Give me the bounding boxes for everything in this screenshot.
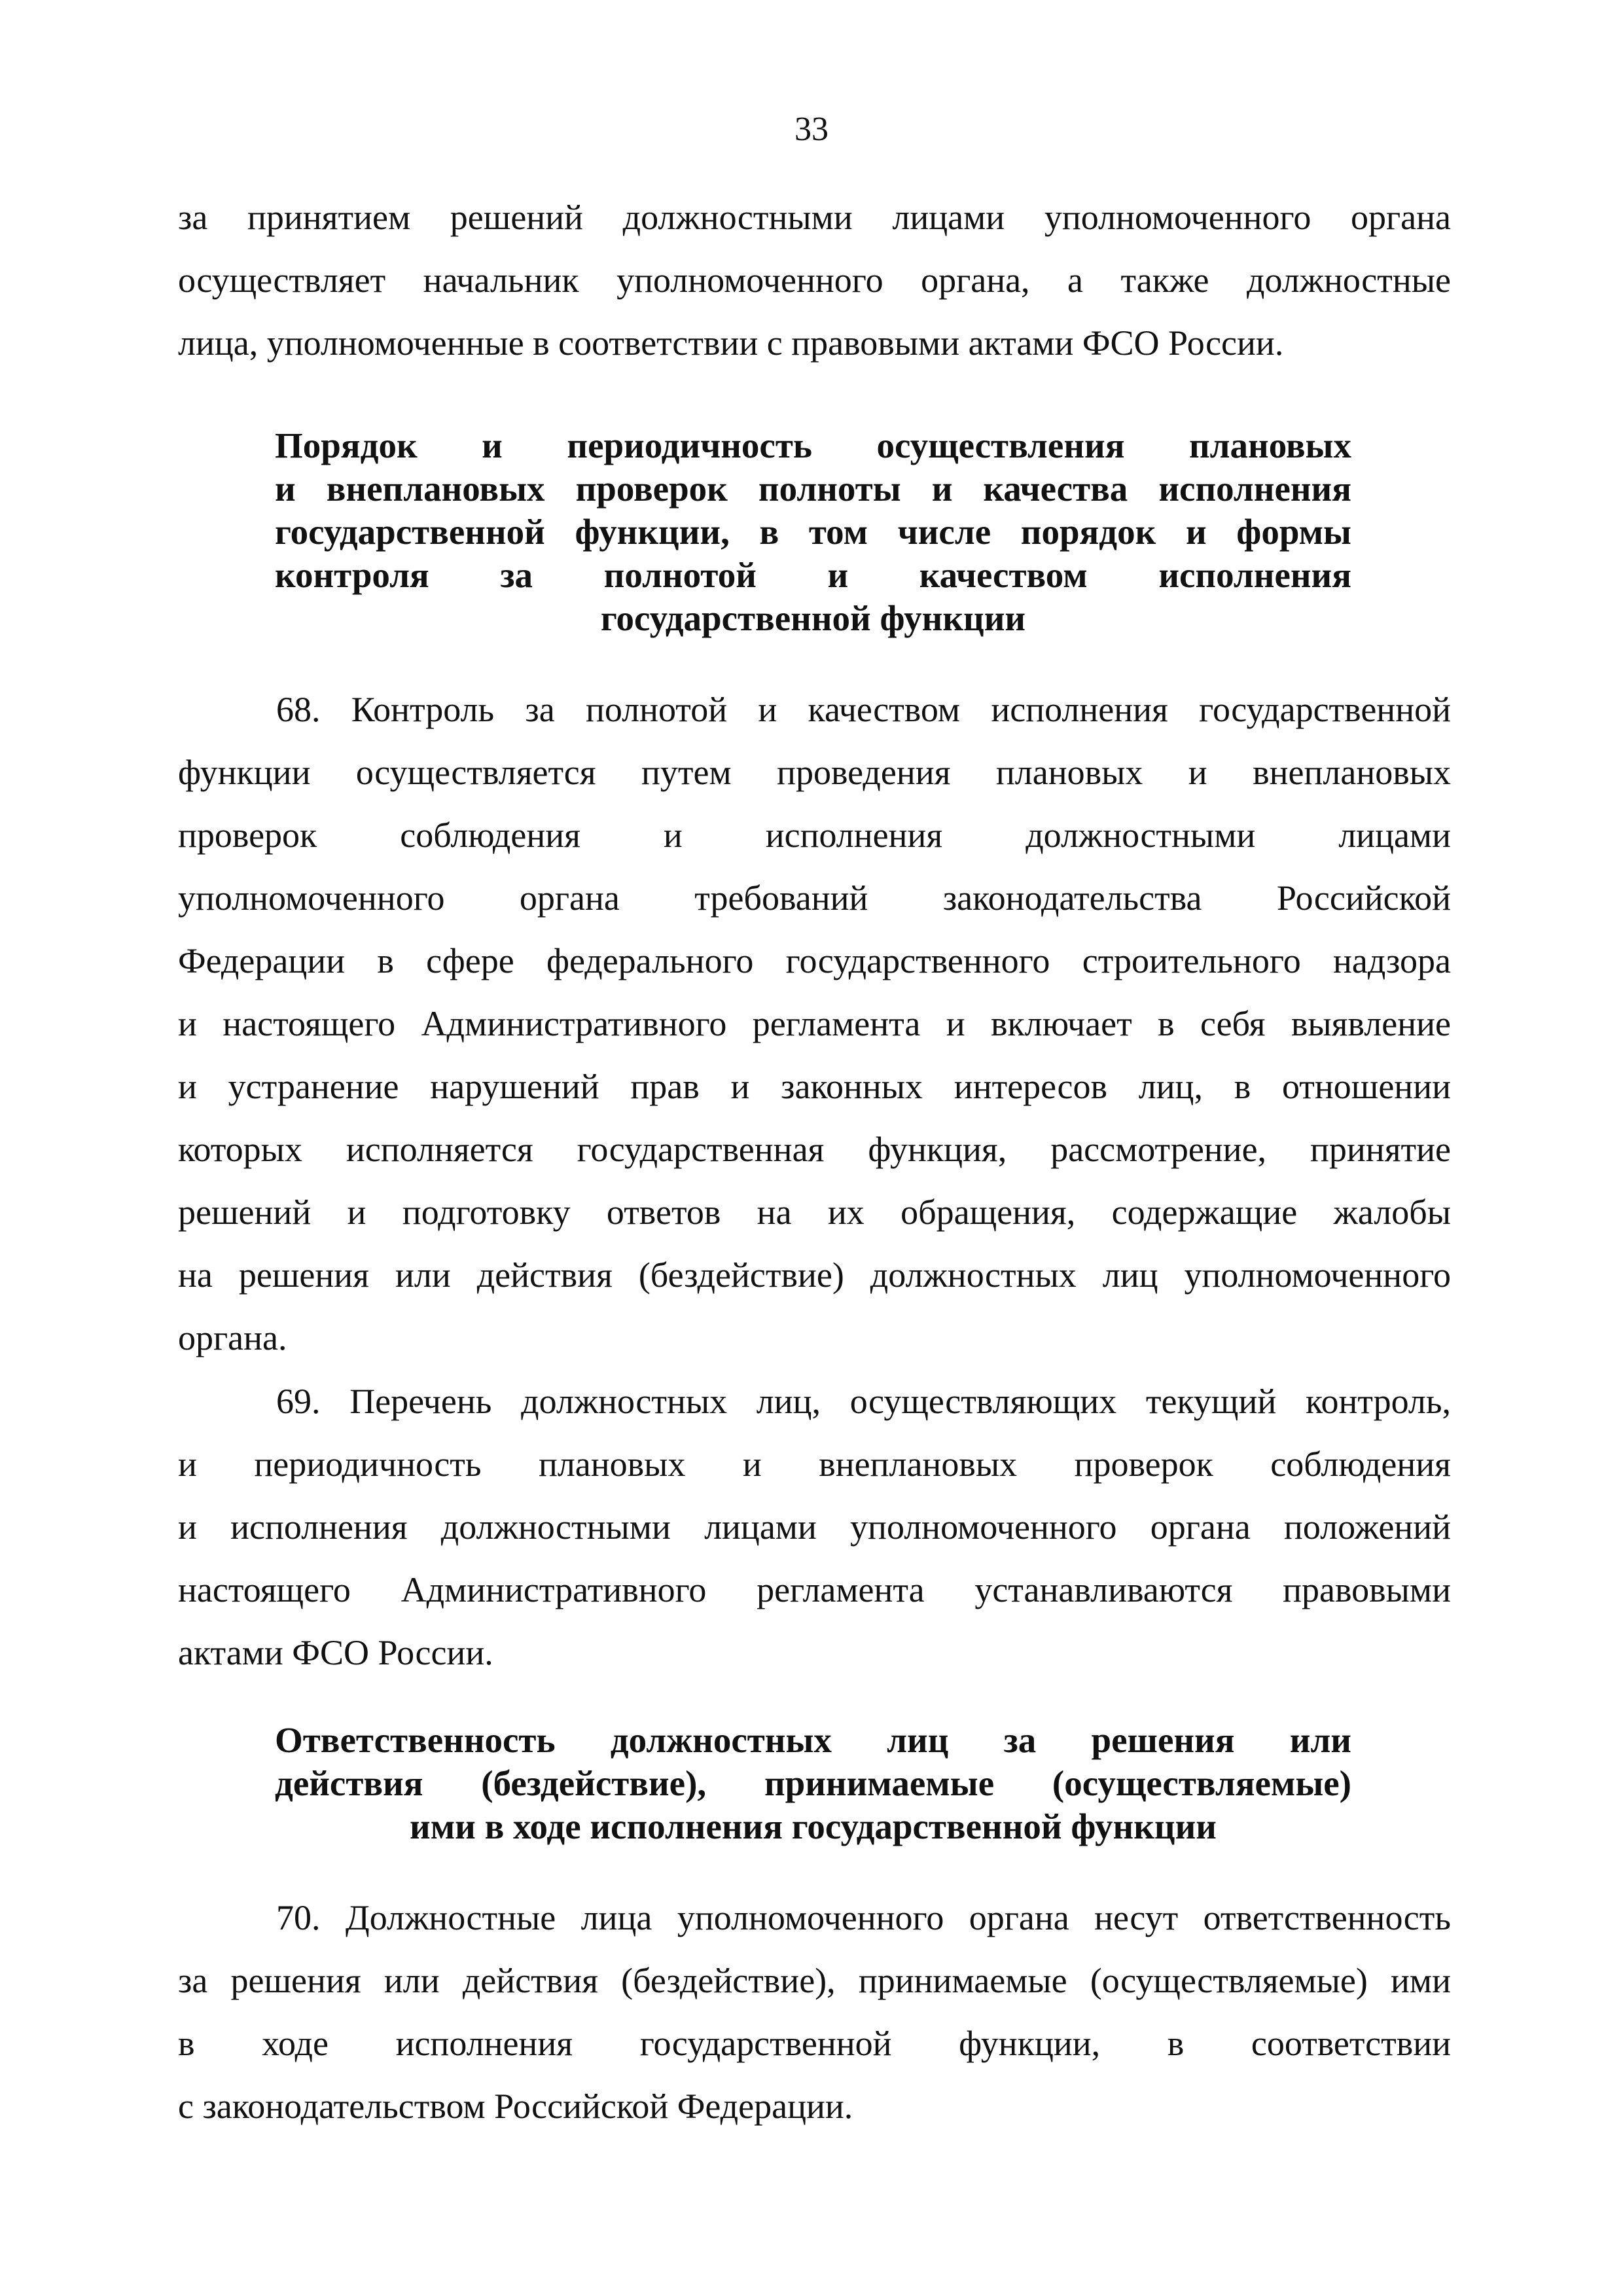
text-line: в ходе исполнения государственной функции, в соответствии: [178, 2024, 1451, 2063]
text-line: 70. Должностные лица уполномоченного органа несут ответственность: [276, 1898, 1451, 1937]
heading-line: и внеплановых проверок полноты и качества исполнения: [275, 469, 1351, 509]
heading-line: Порядок и периодичность осуществления плановых: [275, 425, 1351, 465]
page-number: 33: [794, 111, 829, 148]
heading-line: Ответственность должностных лиц за решения или: [275, 1720, 1351, 1760]
text-line: за решения или действия (бездействие), принимаемые (осуществляемые) ими: [178, 1961, 1451, 2000]
text-line: Федерации в сфере федерального государственного строительного надзора: [178, 941, 1451, 980]
text-line: уполномоченного органа требований законодательства Российской: [178, 878, 1451, 918]
text-line: осуществляет начальник уполномоченного органа, а также должностные: [178, 260, 1451, 300]
text-line: функции осуществляется путем проведения плановых и внеплановых: [178, 753, 1451, 792]
text-line: проверок соблюдения и исполнения должностными лицами: [178, 816, 1451, 855]
text-line: настоящего Административного регламента устанавливаются правовыми: [178, 1570, 1451, 1609]
heading-line: ими в ходе исполнения государственной функции: [410, 1806, 1217, 1846]
intro-paragraph: [178, 186, 1451, 374]
text-line: и устранение нарушений прав и законных интересов лиц, в отношении: [178, 1067, 1451, 1106]
section-heading-responsibility: [275, 1719, 1351, 1848]
text-line: которых исполняется государственная функция, рассмотрение, принятие: [178, 1130, 1451, 1169]
text-line: решений и подготовку ответов на их обращения, содержащие жалобы: [178, 1193, 1451, 1232]
text-line: и периодичность плановых и внеплановых проверок соблюдения: [178, 1444, 1451, 1484]
text-line: за принятием решений должностными лицами уполномоченного органа: [178, 198, 1451, 237]
text-line: с законодательством Российской Федерации.: [178, 2087, 853, 2126]
text-line: и исполнения должностными лицами уполномоченного органа положений: [178, 1507, 1451, 1547]
section-heading-control-procedure: [275, 424, 1351, 640]
paragraph-68: [178, 678, 1451, 1369]
text-line: органа.: [178, 1318, 287, 1357]
heading-line: контроля за полнотой и качеством исполнения: [275, 555, 1351, 595]
heading-line: действия (бездействие), принимаемые (осуществляемые): [275, 1763, 1351, 1803]
text-line: 69. Перечень должностных лиц, осуществляющих текущий контроль,: [276, 1382, 1451, 1421]
paragraph-70: [178, 1886, 1451, 2138]
heading-line: государственной функции: [600, 598, 1026, 638]
text-line: лица, уполномоченные в соответствии с правовыми актами ФСО России.: [178, 323, 1284, 363]
text-line: на решения или действия (бездействие) должностных лиц уполномоченного: [178, 1255, 1451, 1295]
text-line: и настоящего Административного регламента и включает в себя выявление: [178, 1004, 1451, 1043]
heading-line: государственной функции, в том числе порядок и формы: [275, 512, 1351, 552]
paragraph-69: [178, 1370, 1451, 1684]
text-line: 68. Контроль за полнотой и качеством исполнения государственной: [276, 690, 1451, 729]
text-line: актами ФСО России.: [178, 1633, 493, 1672]
